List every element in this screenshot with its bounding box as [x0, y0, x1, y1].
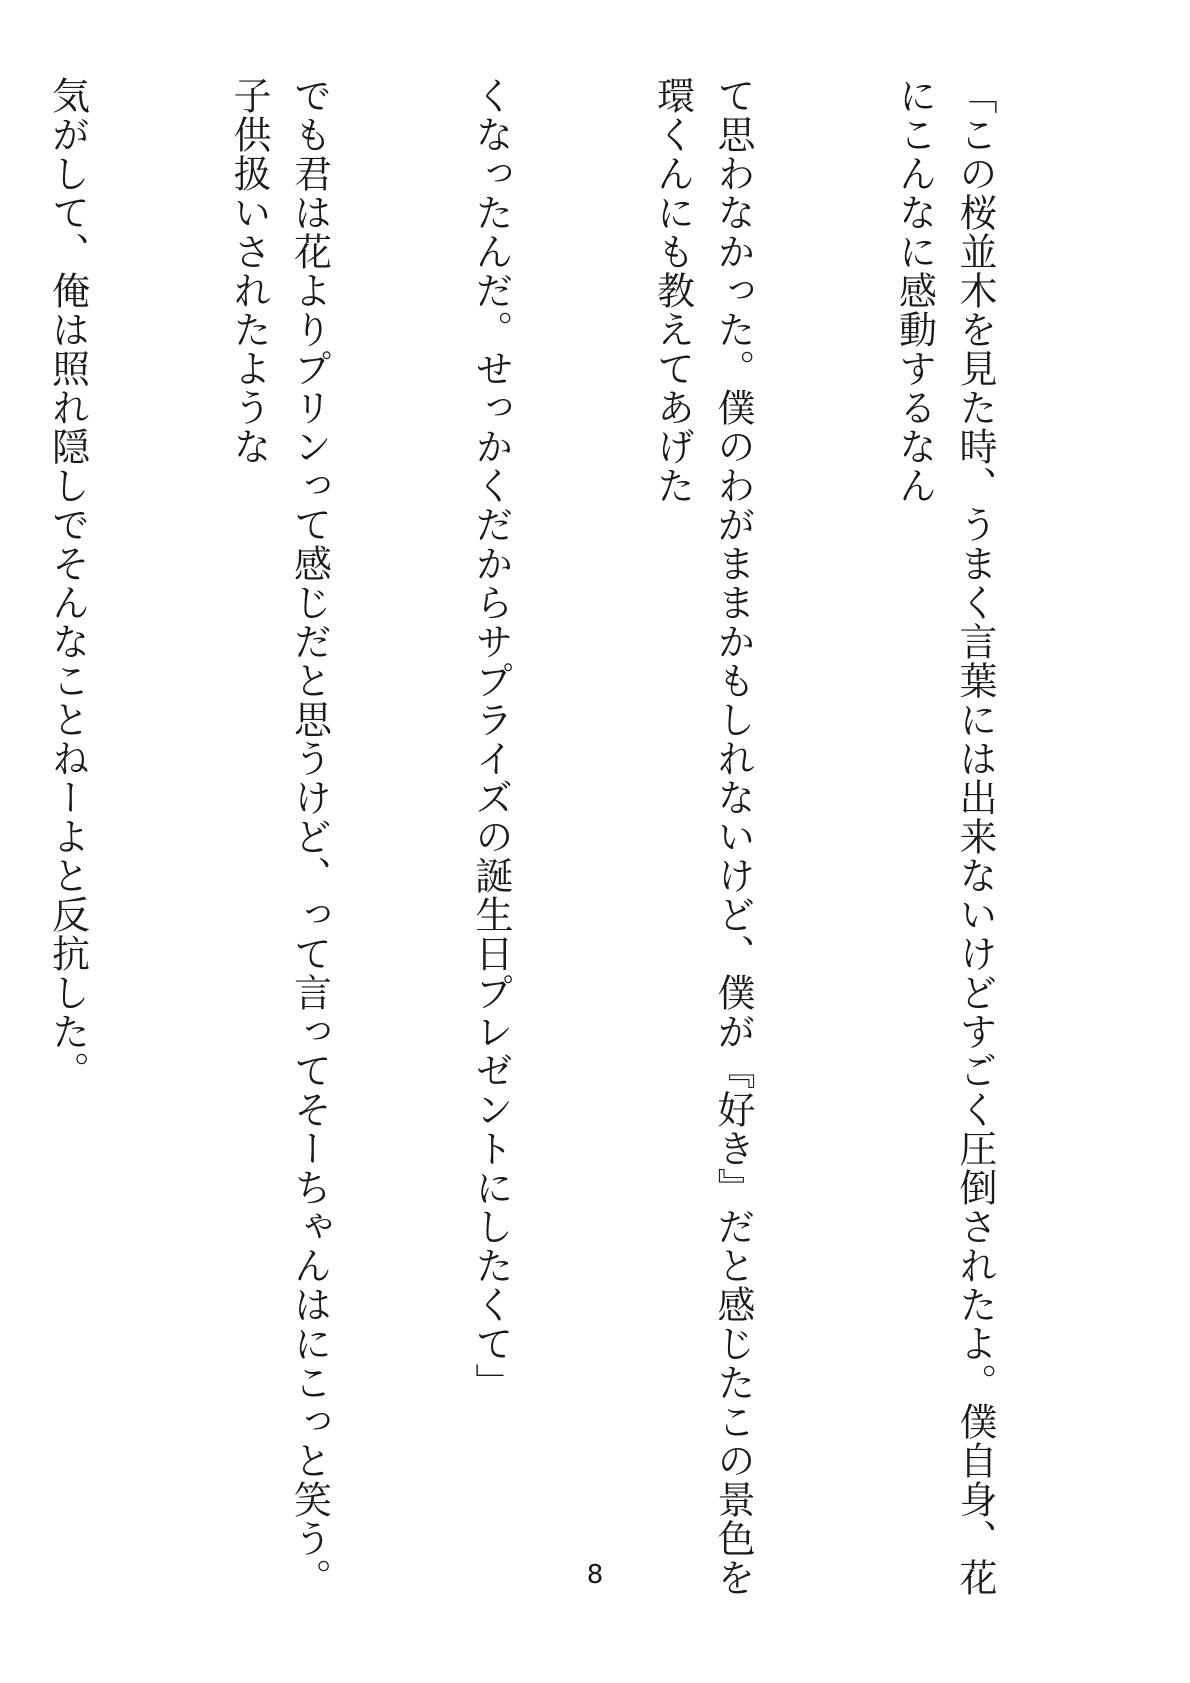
text-line: て思わなかった。僕のわがままかもしれないけど、僕が『好き』だと感じたこの景色を環くんにも教えてあげた: [650, 76, 755, 1597]
text-line: くなったんだ。せっかくだからサプライズの誕生日プレゼントにしたくて」: [469, 76, 513, 1402]
text-line: 「この桜並木を見た時、うまく言葉には出来ないけどすごく圧倒されたよ。僕自身、花にこんなに感動するなん: [892, 76, 997, 1597]
vertical-text-body: [0, 76, 1126, 1616]
text-line: 気がして、俺は照れ隠しでそんなことねーよと反抗した。: [45, 76, 90, 1090]
text-line: でも君は花よりプリンって感じだと思うけど、って言ってそーちゃんはにこっと笑う。子供扱いされたような: [227, 76, 332, 1597]
page-number: 8: [586, 1560, 604, 1590]
